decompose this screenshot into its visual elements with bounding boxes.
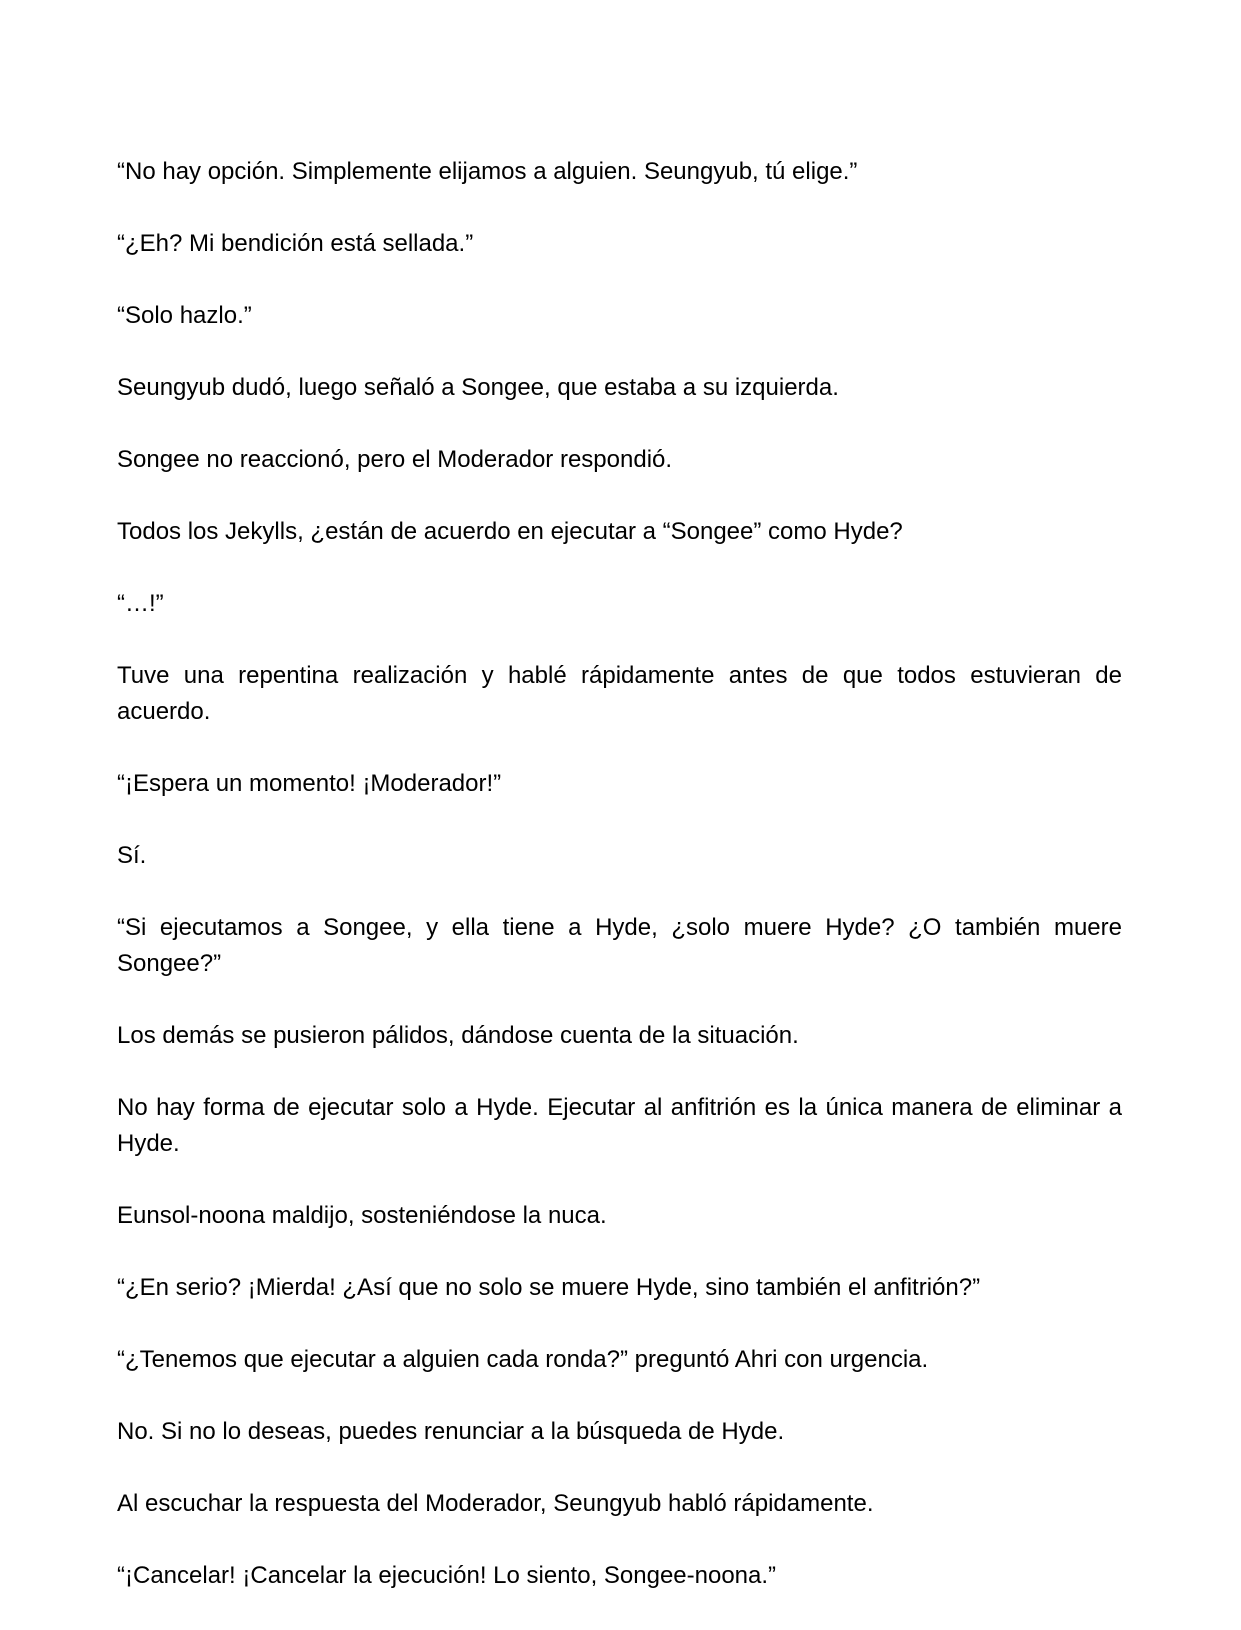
paragraph: “Solo hazlo.” <box>117 302 252 329</box>
paragraph: Eunsol-noona maldijo, sosteniéndose la nuca. <box>117 1202 607 1229</box>
paragraph: “¿Eh? Mi bendición está sellada.” <box>117 230 474 257</box>
paragraph: Todos los Jekylls, ¿están de acuerdo en ejecutar a “Songee” como Hyde? <box>117 518 903 545</box>
paragraph: Seungyub dudó, luego señaló a Songee, que estaba a su izquierda. <box>117 374 839 401</box>
paragraph: “¡Espera un momento! ¡Moderador!” <box>117 770 502 797</box>
paragraph: “…!” <box>117 590 164 617</box>
paragraph: Tuve una repentina realización y hablé rápidamente antes de que todos estuvieran de acuerdo. <box>117 662 1122 725</box>
paragraph: No hay forma de ejecutar solo a Hyde. Ejecutar al anfitrión es la única manera de eliminar a Hyde. <box>117 1094 1122 1157</box>
paragraph: “¡Cancelar! ¡Cancelar la ejecución! Lo siento, Songee-noona.” <box>117 1562 777 1589</box>
paragraph: “No hay opción. Simplemente elijamos a alguien. Seungyub, tú elige.” <box>117 158 858 185</box>
paragraph: Songee no reaccionó, pero el Moderador respondió. <box>117 446 673 473</box>
paragraph: “Si ejecutamos a Songee, y ella tiene a Hyde, ¿solo muere Hyde? ¿O también muere Songee?” <box>117 914 1122 977</box>
paragraph: “¿Tenemos que ejecutar a alguien cada ronda?” preguntó Ahri con urgencia. <box>117 1346 929 1373</box>
paragraph: “¿En serio? ¡Mierda! ¿Así que no solo se muere Hyde, sino también el anfitrión?” <box>117 1274 981 1301</box>
paragraph: Sí. <box>117 842 147 869</box>
paragraph: Al escuchar la respuesta del Moderador, Seungyub habló rápidamente. <box>117 1490 874 1517</box>
paragraph: No. Si no lo deseas, puedes renunciar a la búsqueda de Hyde. <box>117 1418 785 1445</box>
paragraph: Los demás se pusieron pálidos, dándose cuenta de la situación. <box>117 1022 799 1049</box>
document-body <box>117 154 1122 1630</box>
